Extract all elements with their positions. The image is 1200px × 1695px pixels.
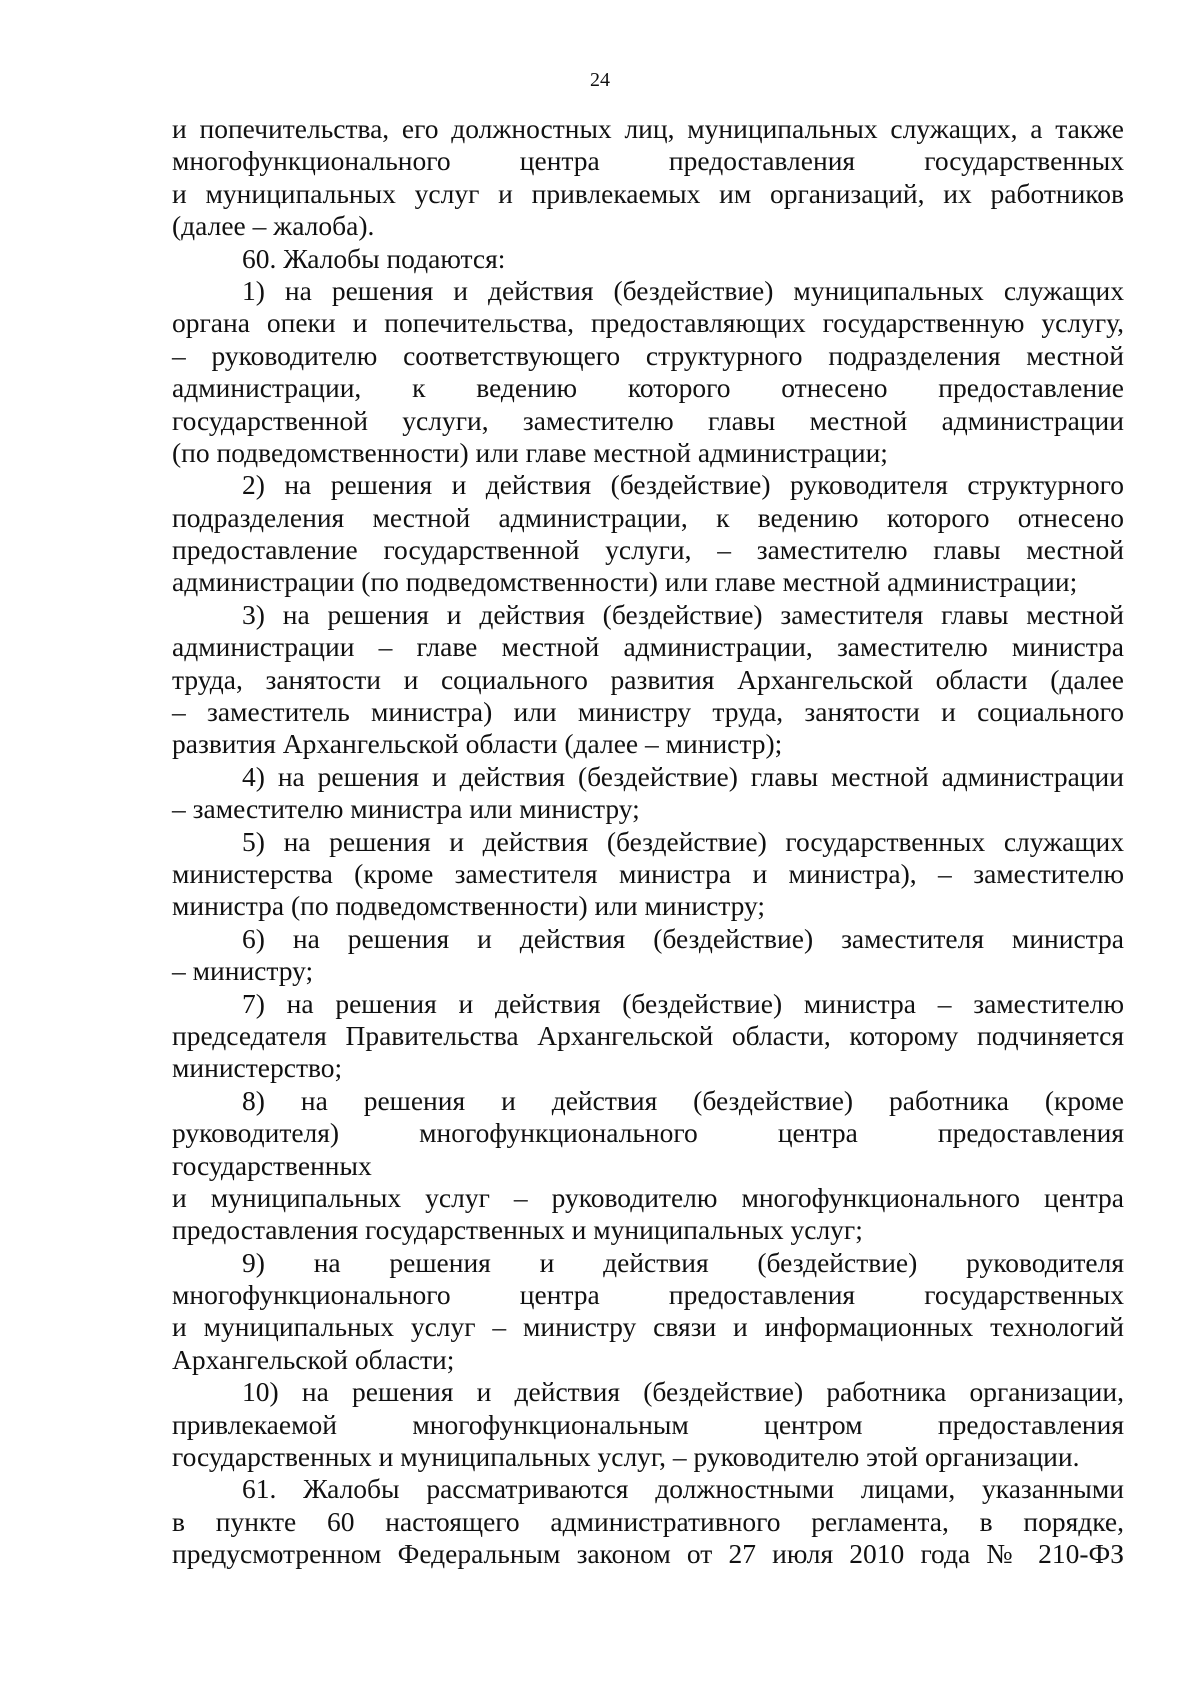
text-line: председателя Правительства Архангельской области, которому подчиняется (172, 1019, 1124, 1051)
text-line: предусмотренном Федеральным законом от 27 июля 2010 года № 210-ФЗ (172, 1538, 1124, 1570)
text-line: государственной услуги, заместителю главы местной администрации (172, 404, 1124, 436)
text-line: и муниципальных услуг – руководителю многофункционального центра (172, 1181, 1124, 1213)
text-line: подразделения местной администрации, к ведению которого отнесено (172, 501, 1124, 533)
text-line: министра (по подведомственности) или министру; (172, 890, 766, 922)
text-line: труда, занятости и социального развития Архангельской области (далее (172, 663, 1124, 695)
text-line: министерство; (172, 1052, 343, 1084)
text-line: 2) на решения и действия (бездействие) руководителя структурного (242, 469, 1124, 501)
text-line: 1) на решения и действия (бездействие) муниципальных служащих (242, 274, 1124, 306)
text-line: Архангельской области; (172, 1343, 455, 1375)
text-line: (по подведомственности) или главе местной администрации; (172, 436, 888, 468)
text-line: и муниципальных услуг – министру связи и информационных технологий (172, 1311, 1124, 1343)
text-line: администрации (по подведомственности) или главе местной администрации; (172, 566, 1078, 598)
text-line: 60. Жалобы подаются: (242, 242, 506, 274)
text-line: 5) на решения и действия (бездействие) государственных служащих (242, 825, 1124, 857)
text-line: многофункционального центра предоставления государственных (172, 145, 1124, 177)
text-line: и муниципальных услуг и привлекаемых им организаций, их работников (172, 177, 1124, 209)
text-line: администрации – главе местной администрации, заместителю министра (172, 631, 1124, 663)
text-line: 8) на решения и действия (бездействие) работника (кроме (242, 1084, 1124, 1116)
text-line: многофункционального центра предоставления государственных (172, 1279, 1124, 1311)
text-line: 4) на решения и действия (бездействие) главы местной администрации (242, 760, 1124, 792)
text-line: руководителя) многофункционального центра предоставления (172, 1117, 1124, 1149)
text-line: предоставления государственных и муниципальных услуг; (172, 1214, 863, 1246)
text-line: предоставление государственной услуги, – заместителю главы местной (172, 534, 1124, 566)
text-line: и попечительства, его должностных лиц, муниципальных служащих, а также (172, 113, 1124, 144)
text-line: привлекаемой многофункциональным центром предоставления (172, 1408, 1124, 1440)
document-body (172, 113, 1124, 1571)
text-line: – министру; (172, 955, 314, 987)
text-line: – заместителю министра или министру; (172, 793, 640, 825)
text-line: министерства (кроме заместителя министра и министра), – заместителю (172, 857, 1124, 889)
text-line: развития Архангельской области (далее – министр); (172, 728, 783, 760)
text-line: – руководителю соответствующего структурного подразделения местной (172, 339, 1124, 371)
text-line: 61. Жалобы рассматриваются должностными лицами, указанными (242, 1473, 1124, 1505)
text-line: государственных и муниципальных услуг, – руководителю этой организации. (172, 1441, 1080, 1473)
page-number: 24 (590, 69, 610, 91)
text-line: 10) на решения и действия (бездействие) работника организации, (242, 1376, 1124, 1408)
text-line: – заместитель министра) или министру труда, занятости и социального (172, 696, 1124, 728)
text-line: в пункте 60 настоящего административного регламента, в порядке, (172, 1505, 1124, 1537)
text-line: (далее – жалоба). (172, 210, 375, 242)
text-line: органа опеки и попечительства, предоставляющих государственную услугу, (172, 307, 1124, 339)
text-line: администрации, к ведению которого отнесено предоставление (172, 372, 1124, 404)
text-line: 7) на решения и действия (бездействие) министра – заместителю (242, 987, 1124, 1019)
text-line: 3) на решения и действия (бездействие) заместителя главы местной (242, 598, 1124, 630)
text-line: 9) на решения и действия (бездействие) руководителя (242, 1246, 1124, 1278)
text-line: 6) на решения и действия (бездействие) заместителя министра (242, 922, 1124, 954)
text-line: государственных (172, 1149, 372, 1181)
